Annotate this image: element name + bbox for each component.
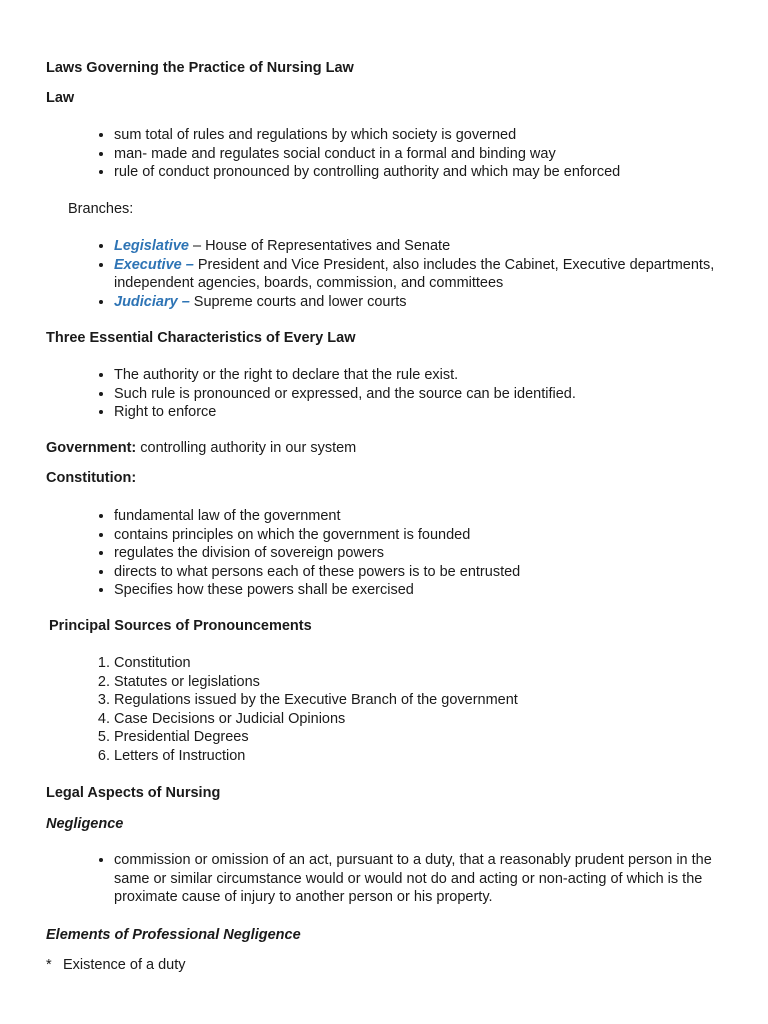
branch-name: Legislative [114,238,189,254]
law-heading: Law [46,90,75,106]
list-item [114,256,724,293]
elements-heading: Elements of Professional Negligence [46,927,301,943]
sources-heading: Principal Sources of Pronouncements [49,618,312,634]
list-item: • commission or omission of an act, pursuant to a duty, that a reasonably prudent person in the same or similar circumstance would or would not do and acting or non-acting of which is the proximate cause of injury to another person or his property. [114,851,714,907]
branches-label: Branches: [68,201,134,217]
list-item: 2. Statutes or legislations [114,673,724,692]
list-item: • fundamental law of the government [114,507,724,526]
list-item [114,293,724,312]
constitution-list [68,507,724,600]
government-text: controlling authority in our system [136,440,357,456]
branch-description: President and Vice President, also includes the Cabinet, Executive departments, independent agencies, boards, commission, and committees [114,256,715,292]
list-item: • directs to what persons each of these powers is to be entrusted [114,563,724,582]
characteristics-list [68,366,724,422]
branch-name: Judiciary – [114,293,190,310]
negligence-heading: Negligence [46,816,124,832]
legal-aspects-heading: Legal Aspects of Nursing [46,785,221,801]
document-title: Laws Governing the Practice of Nursing Law [46,60,354,76]
elements-item [46,956,186,975]
list-item: • The authority or the right to declare that the rule exist. [114,366,724,385]
list-item: 3. Regulations issued by the Executive Branch of the government [114,691,724,710]
list-item: • sum total of rules and regulations by which society is governed [114,126,724,145]
sources-list [68,654,724,766]
elements-item-text: Existence of a duty [63,957,186,973]
list-item [114,237,724,256]
government-definition [46,439,356,458]
constitution-heading: Constitution: [46,470,137,486]
list-item: 4. Case Decisions or Judicial Opinions [114,710,724,729]
government-label: Government: [46,440,137,456]
negligence-list [68,851,714,907]
asterisk-marker: * [46,957,52,973]
list-item: • Such rule is pronounced or expressed, and the source can be identified. [114,385,724,404]
list-item: • Right to enforce [114,403,724,422]
list-item: • rule of conduct pronounced by controlling authority and which may be enforced [114,163,724,182]
list-item: 6. Letters of Instruction [114,747,724,766]
list-item: 5. Presidential Degrees [114,728,724,747]
branches-list [68,237,724,311]
characteristics-heading: Three Essential Characteristics of Every Law [46,330,356,346]
law-list [68,126,724,182]
list-item: 1. Constitution [114,654,724,673]
branch-description: House of Representatives and Senate [205,238,451,254]
branch-separator: – [188,238,206,254]
branch-description: Supreme courts and lower courts [193,293,407,310]
list-item: • contains principles on which the government is founded [114,526,724,545]
list-item: • Specifies how these powers shall be exercised [114,581,724,600]
branch-name: Executive – [114,256,194,273]
list-item: • regulates the division of sovereign powers [114,544,724,563]
list-item: • man- made and regulates social conduct in a formal and binding way [114,145,724,164]
